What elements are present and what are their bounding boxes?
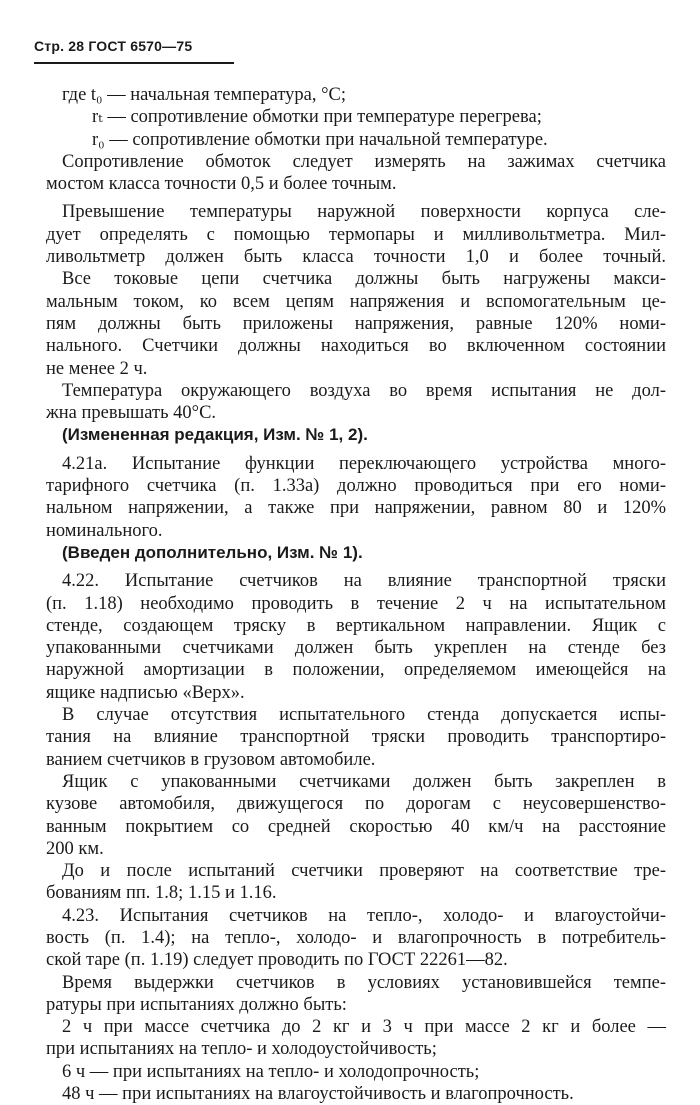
text-line: Время выдержки счетчиков в условиях установившейся темпе- (62, 972, 666, 993)
text-line: не менее 2 ч. (46, 358, 148, 379)
page-header: Стр. 28 ГОСТ 6570—75 (34, 38, 193, 54)
header-rule (34, 62, 234, 64)
text-line: r₀ — сопротивление обмотки при начальной температуре. (92, 129, 548, 150)
text-line: вость (п. 1.4); на тепло-, холодо- и влагопрочность в потребитель- (46, 927, 666, 948)
text-line: До и после испытаний счетчики проверяют на соответствие тре- (62, 861, 666, 882)
text-line: жна превышать 40°С. (46, 403, 217, 424)
text-line: мостом класса точности 0,5 и более точным. (46, 174, 397, 195)
document-body (46, 84, 666, 1105)
text-line: где t₀ — начальная температура, °С; (62, 85, 346, 105)
text-line: наружной амортизации в положении, определяемом имеющейся на (46, 660, 666, 681)
text-line: Температура окружающего воздуха во время испытания не дол- (62, 380, 666, 401)
text-line: 2 ч при массе счетчика до 2 кг и 3 ч при массе 2 кг и более — (62, 1017, 666, 1038)
text-line: ской таре (п. 1.19) следует проводить по ГОСТ 22261—82. (46, 950, 508, 971)
text-line: ратуры при испытаниях должно быть: (46, 994, 347, 1015)
text-line: Сопротивление обмоток следует измерять на зажимах счетчика (62, 151, 666, 172)
text-line: бованиям пп. 1.8; 1.15 и 1.16. (46, 883, 277, 904)
text-line: 4.23. Испытания счетчиков на тепло-, холодо- и влагоустойчи- (62, 905, 666, 926)
text-line: упакованными счетчиками должен быть укреплен на стенде без (46, 638, 666, 659)
text-line: 4.21а. Испытание функции переключающего устройства много- (62, 453, 666, 474)
text-line: дует определять с помощью термопары и милливольтметра. Мил- (46, 224, 666, 245)
text-line: Все токовые цепи счетчика должны быть нагружены макси- (62, 269, 666, 290)
text-line: стенде, создающем тряску в вертикальном направлении. Ящик с (46, 615, 666, 636)
text-line: В случае отсутствия испытательного стенда допускается испы- (62, 705, 666, 726)
text-line: тарифного счетчика (п. 1.33а) должно проводиться при его номи- (46, 476, 666, 497)
text-line: ливольтметр должен быть класса точности 1,0 и более точный. (46, 247, 666, 268)
text-line: 6 ч — при испытаниях на тепло- и холодопрочность; (62, 1061, 480, 1082)
text-line: 4.22. Испытание счетчиков на влияние транспортной тряски (62, 571, 666, 592)
text-line: Превышение температуры наружной поверхности корпуса сле- (62, 202, 666, 223)
text-line: ванным покрытием со средней скоростью 40 км/ч на расстояние (46, 816, 666, 837)
text-line: тания на влияние транспортной тряски проводить транспортиро- (46, 727, 666, 748)
text-line: при испытаниях на тепло- и холодоустойчивость; (46, 1039, 437, 1060)
text-line: (п. 1.18) необходимо проводить в течение 2 ч на испытательном (46, 593, 666, 614)
text-line: кузове автомобиля, движущегося по дорогам с неусовершенство- (46, 794, 666, 815)
text-line: ванием счетчиков в грузовом автомобиле. (46, 749, 376, 770)
text-line: номинального. (46, 520, 163, 541)
text-line: 200 км. (46, 838, 104, 859)
text-line: нальном напряжении, а также при напряжении, равном 80 и 120% (46, 498, 666, 519)
revision-note: (Введен дополнительно, Изм. № 1). (62, 542, 363, 562)
text-line: ящике надписью «Верх». (46, 682, 245, 703)
text-line: мальным током, ко всем цепям напряжения и вспомогательным це- (46, 291, 666, 312)
revision-note: (Измененная редакция, Изм. № 1, 2). (62, 425, 368, 445)
text-line: пям должны быть приложены напряжения, равные 120% номи- (46, 313, 666, 334)
text-line: rₜ — сопротивление обмотки при температуре перегрева; (92, 107, 542, 128)
text-line: нального. Счетчики должны находиться во включенном состоянии (46, 336, 666, 357)
text-line: Ящик с упакованными счетчиками должен быть закреплен в (62, 771, 666, 792)
text-line: 48 ч — при испытаниях на влагоустойчивость и влагопрочность. (62, 1084, 574, 1105)
